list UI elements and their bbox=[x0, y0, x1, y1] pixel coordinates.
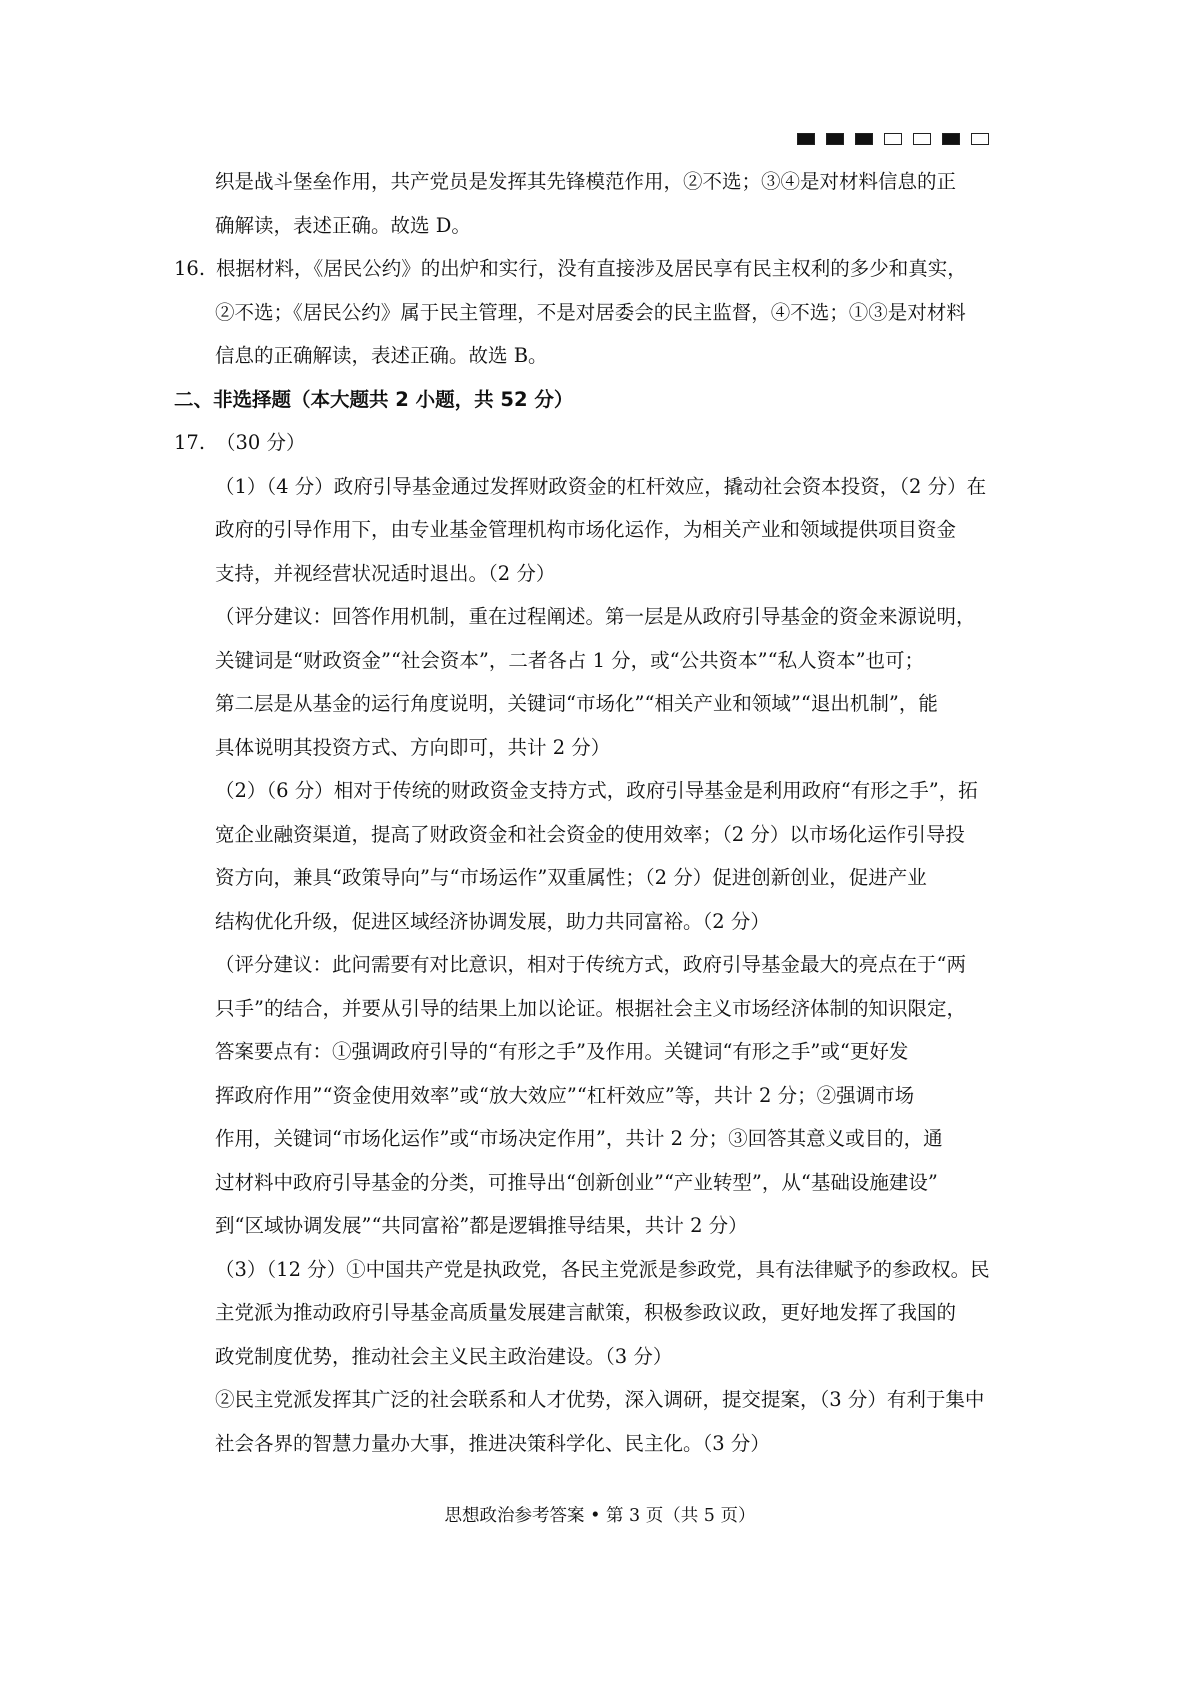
line-text: 挥政府作用”“资金使用效率”或“放大效应”“杠杆效应”等，共计 2 分；②强调市场 bbox=[215, 1083, 915, 1107]
text-line bbox=[174, 1204, 1040, 1248]
line-text: 资方向，兼具“政策导向”与“市场运作”双重属性；（2 分）促进创新创业，促进产业 bbox=[215, 866, 927, 889]
question-number: 16. bbox=[174, 257, 206, 280]
line-text: 确解读，表述正确。故选 D。 bbox=[215, 213, 471, 237]
text-line bbox=[174, 465, 1040, 509]
question-number: 17. bbox=[174, 431, 206, 454]
text-line bbox=[174, 943, 1040, 987]
header-mark-empty bbox=[913, 133, 931, 145]
header-mark-filled bbox=[797, 133, 815, 145]
text-line bbox=[174, 1291, 1040, 1335]
header-mark-filled bbox=[942, 133, 960, 145]
line-text: （2）（6 分）相对于传统的财政资金支持方式，政府引导基金是利用政府“有形之手”，拓 bbox=[215, 779, 978, 802]
line-text: （3）（12 分）①中国共产党是执政党，各民主党派是参政党，具有法律赋予的参政权。民 bbox=[215, 1257, 990, 1281]
header-mark-filled bbox=[855, 133, 873, 145]
line-text: ②不选；《居民公约》属于民主管理，不是对居委会的民主监督，④不选；①③是对材料 bbox=[215, 300, 966, 324]
line-text: 政党制度优势，推动社会主义民主政治建设。（3 分） bbox=[215, 1344, 673, 1368]
line-text: 织是战斗堡垒作用，共产党员是发挥其先锋模范作用，②不选；③④是对材料信息的正 bbox=[215, 170, 957, 193]
text-line bbox=[174, 1248, 1040, 1292]
text-line bbox=[174, 639, 1040, 683]
text-line bbox=[174, 1074, 1040, 1118]
line-text: 支持，并视经营状况适时退出。（2 分） bbox=[215, 561, 556, 585]
text-line bbox=[174, 1117, 1040, 1161]
text-line bbox=[174, 595, 1040, 639]
text-line bbox=[174, 682, 1040, 726]
line-text: （1）（4 分）政府引导基金通过发挥财政资金的杠杆效应，撬动社会资本投资，（2 分）在 bbox=[215, 474, 987, 498]
line-text: 答案要点有：①强调政府引导的“有形之手”及作用。关键词“有形之手”或“更好发 bbox=[215, 1040, 909, 1063]
text-line bbox=[174, 769, 1040, 813]
line-text: 关键词是“财政资金”“社会资本”，二者各占 1 分，或“公共资本”“私人资本”也可； bbox=[215, 648, 925, 672]
text-line bbox=[174, 726, 1040, 770]
line-text: 信息的正确解读，表述正确。故选 B。 bbox=[215, 344, 548, 367]
line-text: 结构优化升级，促进区域经济协调发展，助力共同富裕。（2 分） bbox=[215, 909, 770, 933]
text-line bbox=[174, 421, 1040, 465]
text-line bbox=[174, 247, 1040, 291]
text-line bbox=[174, 1422, 1040, 1466]
line-text: 根据材料，《居民公约》的出炉和实行，没有直接涉及居民享有民主权利的多少和真实， bbox=[216, 257, 967, 280]
text-line bbox=[174, 856, 1040, 900]
text-line bbox=[174, 813, 1040, 857]
line-text: 作用，关键词“市场化运作”或“市场决定作用”，共计 2 分；③回答其意义或目的，通 bbox=[215, 1127, 943, 1150]
line-text: 二、非选择题（本大题共 2 小题，共 52 分） bbox=[174, 387, 574, 411]
header-mark-empty bbox=[971, 133, 989, 145]
text-line bbox=[174, 1161, 1040, 1205]
line-text: 到“区域协调发展”“共同富裕”都是逻辑推导结果，共计 2 分） bbox=[215, 1214, 748, 1237]
text-line bbox=[174, 160, 1040, 204]
line-text: 宽企业融资渠道，提高了财政资金和社会资金的使用效率；（2 分）以市场化运作引导投 bbox=[215, 822, 965, 846]
line-text: （评分建议：此问需要有对比意识，相对于传统方式，政府引导基金最大的亮点在于“两 bbox=[215, 953, 966, 976]
line-text: 只手”的结合，并要从引导的结果上加以论证。根据社会主义市场经济体制的知识限定， bbox=[215, 996, 966, 1020]
answer-body bbox=[174, 160, 1040, 1465]
text-line bbox=[174, 987, 1040, 1031]
text-line bbox=[174, 508, 1040, 552]
line-text: （30 分） bbox=[216, 431, 306, 454]
text-line bbox=[174, 900, 1040, 944]
header-mark-filled bbox=[826, 133, 844, 145]
line-text: 具体说明其投资方式、方向即可，共计 2 分） bbox=[215, 735, 611, 759]
text-line bbox=[174, 552, 1040, 596]
text-line bbox=[174, 291, 1040, 335]
text-line bbox=[174, 204, 1040, 248]
line-text: 政府的引导作用下，由专业基金管理机构市场化运作，为相关产业和领域提供项目资金 bbox=[215, 518, 957, 541]
text-line bbox=[174, 334, 1040, 378]
header-mark-empty bbox=[884, 133, 902, 145]
text-line bbox=[174, 378, 1040, 422]
line-text: 主党派为推动政府引导基金高质量发展建言献策，积极参政议政，更好地发挥了我国的 bbox=[215, 1301, 957, 1324]
line-text: 过材料中政府引导基金的分类，可推导出“创新创业”“产业转型”，从“基础设施建设” bbox=[215, 1170, 938, 1194]
page-footer: 思想政治参考答案 • 第 3 页（共 5 页） bbox=[444, 1506, 756, 1526]
text-line bbox=[174, 1335, 1040, 1379]
text-line bbox=[174, 1378, 1040, 1422]
line-text: （评分建议：回答作用机制，重在过程阐述。第一层是从政府引导基金的资金来源说明， bbox=[215, 605, 976, 628]
line-text: 社会各界的智慧力量办大事，推进决策科学化、民主化。（3 分） bbox=[215, 1431, 770, 1455]
line-text: 第二层是从基金的运行角度说明，关键词“市场化”“相关产业和领域”“退出机制”，能 bbox=[215, 692, 938, 715]
text-line bbox=[174, 1030, 1040, 1074]
line-text: ②民主党派发挥其广泛的社会联系和人才优势，深入调研，提交提案，（3 分）有利于集中 bbox=[215, 1388, 985, 1411]
header-marks bbox=[797, 133, 989, 145]
